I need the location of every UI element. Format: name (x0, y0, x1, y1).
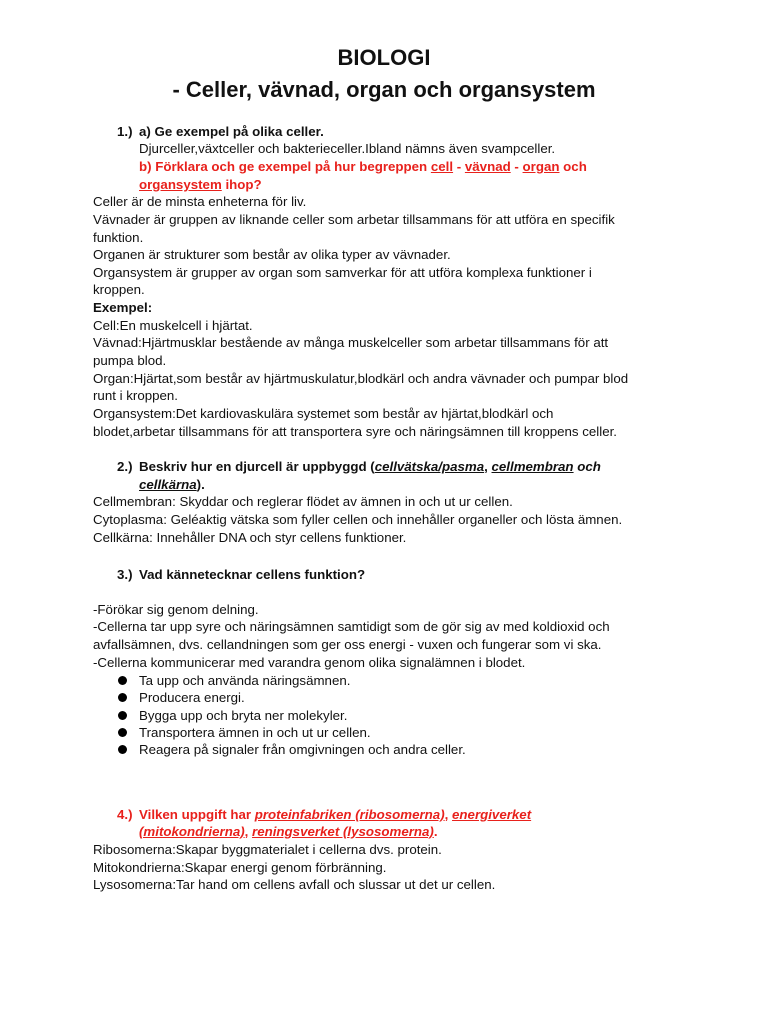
example-line: blodet,arbetar tillsammans för att transportera syre och näringsämnen till kroppens celler. (93, 424, 617, 439)
q2-question-line2 (139, 476, 205, 494)
q2-och: och (573, 459, 601, 474)
example-line: Cell:En muskelcell i hjärtat. (93, 318, 253, 333)
q4-number: 4.) (117, 807, 133, 822)
q1b-prefix: b) Förklara och ge exempel på hur begreppen (139, 159, 431, 174)
q3-bullet-item: Transportera ämnen in och ut ur cellen. (139, 725, 371, 740)
q1b-term-organsystem: organsystem (139, 177, 222, 192)
q3-answer-line: avfallsämnen, dvs. cellandningen som ger oss energi - vuxen och fungerar som vi ska. (93, 637, 602, 652)
q2-term-cellmembran: cellmembran (491, 459, 574, 474)
example-line: pumpa blod. (93, 353, 167, 368)
q1b-question-line2 (139, 176, 262, 194)
q3-bullet-item: Ta upp och använda näringsämnen. (139, 673, 351, 688)
q3-bullet-item: Producera energi. (139, 690, 245, 705)
q2-answer-line: Cytoplasma: Geléaktig vätska som fyller cellen och innehåller organeller och lösta ämnen. (93, 512, 623, 527)
example-line: Vävnad:Hjärtmusklar bestående av många muskelceller som arbetar tillsammans för att (93, 335, 609, 350)
q1-answer-line: Organen är strukturer som består av olika typer av vävnader. (93, 247, 451, 262)
q1b-question-line1 (139, 158, 587, 176)
q4-answer-line: Mitokondrierna:Skapar energi genom förbränning. (93, 860, 387, 875)
q3-answer-line: -Cellerna kommunicerar med varandra genom olika signalämnen i blodet. (93, 655, 526, 670)
q4-comma1: , (444, 807, 453, 822)
q4-question-line1 (139, 806, 531, 824)
q4-term-ribosomerna: proteinfabriken (ribosomerna) (254, 807, 445, 822)
q2-prefix: Beskriv hur en djurcell är uppbyggd ( (139, 459, 375, 474)
q2-comma: , (484, 459, 492, 474)
bullet-icon (118, 676, 127, 685)
q2-term-cellvatska: cellvätska/pasma (374, 459, 485, 474)
q2-question-line1 (139, 458, 601, 476)
q1b-term-cell: cell (430, 159, 454, 174)
q2-answer-line: Cellmembran: Skyddar och reglerar flödet av ämnen in och ut ur cellen. (93, 494, 513, 509)
example-line: Organsystem:Det kardiovaskulära systemet som består av hjärtat,blodkärl och (93, 406, 554, 421)
q1a-answer: Djurceller,växtceller och bakterieceller.Ibland nämns även svampceller. (139, 141, 556, 156)
q1-answer-line: funktion. (93, 230, 144, 245)
q1-answer-line: Celler är de minsta enheterna för liv. (93, 194, 307, 209)
q3-question: Vad kännetecknar cellens funktion? (139, 567, 366, 582)
bullet-icon (118, 711, 127, 720)
q1-number: 1.) (117, 124, 133, 139)
q2-answer-line: Cellkärna: Innehåller DNA och styr cellens funktioner. (93, 530, 407, 545)
q1-answer-line: Vävnader är gruppen av liknande celler som arbetar tillsammans för att utföra en specifik (93, 212, 615, 227)
q1b-sep2: - (510, 159, 523, 174)
example-line: runt i kroppen. (93, 388, 179, 403)
bullet-icon (118, 728, 127, 737)
q4-answer-line: Lysosomerna:Tar hand om cellens avfall och slussar ut det ur cellen. (93, 877, 496, 892)
q1b-suffix: ihop? (221, 177, 262, 192)
q4-question-line2 (139, 823, 438, 841)
q2-number: 2.) (117, 459, 133, 474)
q4-suffix: . (433, 824, 438, 839)
q4-answer-line: Ribosomerna:Skapar byggmaterialet i cellerna dvs. protein. (93, 842, 442, 857)
q2-suffix: ). (196, 477, 205, 492)
example-heading: Exempel: (93, 300, 153, 315)
document-title: BIOLOGI (337, 45, 431, 70)
q4-term-mitokondrierna: (mitokondrierna) (139, 824, 245, 839)
q3-bullet-item: Reagera på signaler från omgivningen och andra celler. (139, 742, 466, 757)
q4-prefix: Vilken uppgift har (139, 807, 255, 822)
q3-answer-line: -Förökar sig genom delning. (93, 602, 259, 617)
q3-bullet-item: Bygga upp och bryta ner molekyler. (139, 708, 348, 723)
q3-number: 3.) (117, 567, 133, 582)
q3-answer-line: -Cellerna tar upp syre och näringsämnen samtidigt som de gör sig av med koldioxid och (93, 619, 610, 634)
q4-term-lysosomerna: reningsverket (lysosomerna) (252, 824, 434, 839)
example-line: Organ:Hjärtat,som består av hjärtmuskulatur,blodkärl och andra vävnader och pumpar blod (93, 371, 629, 386)
bullet-icon (118, 745, 127, 754)
q4-comma2: , (244, 824, 253, 839)
q1b-term-organ: organ (522, 159, 560, 174)
q1b-sep1: - (453, 159, 465, 174)
bullet-icon (118, 693, 127, 702)
q1b-term-vavnad: vävnad (464, 159, 511, 174)
q1a-question: a) Ge exempel på olika celler. (139, 124, 324, 139)
q1-answer-line: Organsystem är grupper av organ som samverkar för att utföra komplexa funktioner i (93, 265, 592, 280)
q4-term-energiverket: energiverket (452, 807, 532, 822)
q2-term-cellkarna: cellkärna (139, 477, 197, 492)
q1b-och: och (559, 159, 587, 174)
document-subtitle: - Celler, vävnad, organ och organsystem (172, 77, 596, 102)
q1-answer-line: kroppen. (93, 282, 145, 297)
